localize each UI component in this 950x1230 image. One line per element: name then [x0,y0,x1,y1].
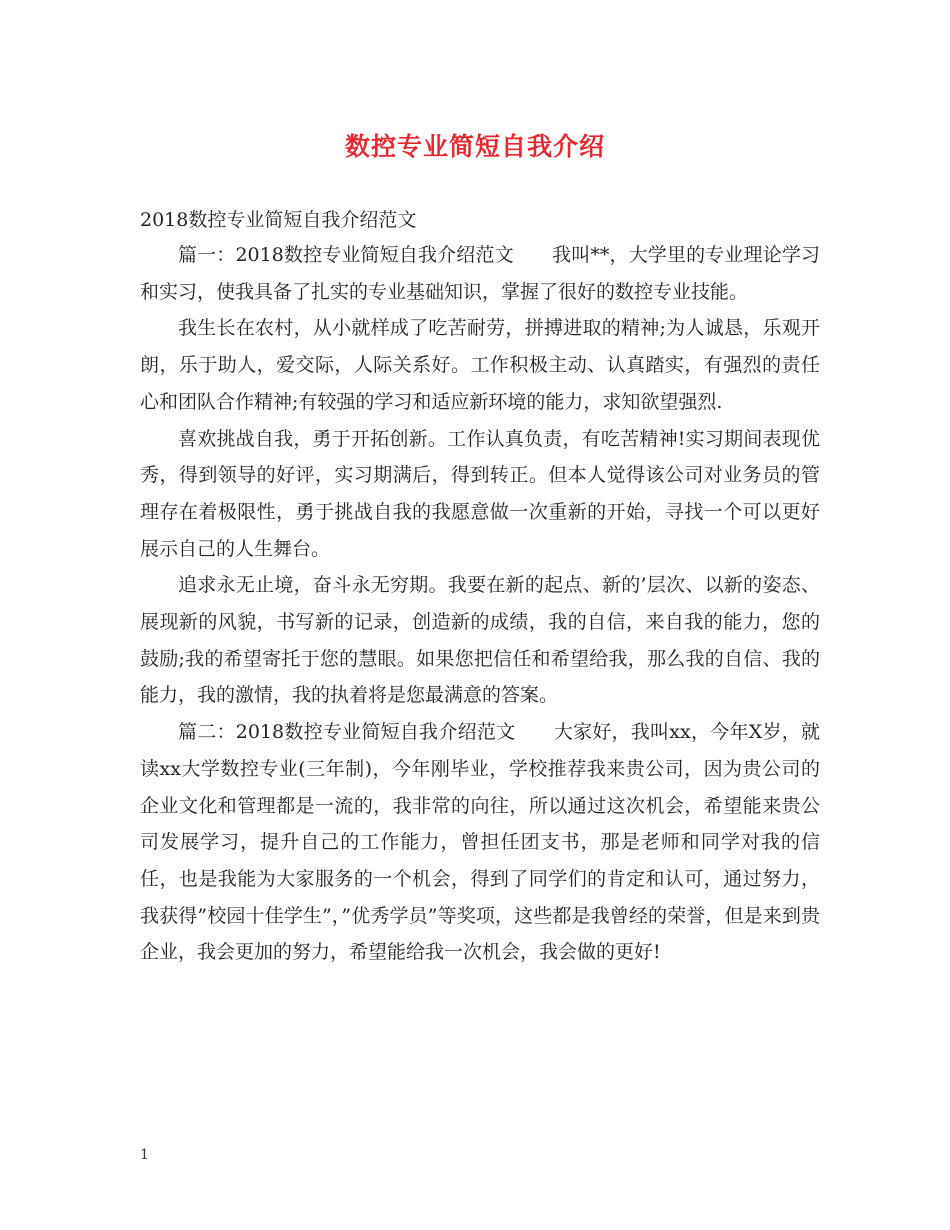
page-number: 1 [140,1147,149,1163]
paragraph: 篇一：2018数控专业简短自我介绍范文 我叫**，大学里的专业理论学习和实习，使我具备了扎实的专业基础知识，掌握了很好的数控专业技能。 [140,244,820,303]
paragraph: 我生长在农村，从小就样成了吃苦耐劳，拼搏进取的精神;为人诚恳，乐观开朗，乐于助人，爱交际，人际关系好。工作积极主动、认真踏实，有强烈的责任心和团队合作精神;有较强的学习和适应新环境的能力，求知欲望强烈. [140,317,820,413]
document-body [140,237,820,971]
document-subtitle: 2018数控专业简短自我介绍范文 [140,209,417,231]
paragraph: 篇二：2018数控专业简短自我介绍范文 大家好，我叫xx，今年X岁，就读xx大学数控专业(三年制)，今年刚毕业，学校推荐我来贵公司，因为贵公司的企业文化和管理都是一流的，我非常的向往，所以通过这次机会，希望能来贵公司发展学习，提升自己的工作能力，曾担任团支书，那是老师和同学对我的信任，也是我能为大家服务的一个机会，得到了同学们的肯定和认可，通过努力，我获得”校园十佳学生”，”优秀学员”等奖项，这些都是我曾经的荣誉，但是来到贵企业，我会更加的努力，希望能给我一次机会，我会做的更好! [140,721,820,964]
paragraph: 喜欢挑战自我，勇于开拓创新。工作认真负责，有吃苦精神!实习期间表现优秀，得到领导的好评，实习期满后，得到转正。但本人觉得该公司对业务员的管理存在着极限性，勇于挑战自我的我愿意做一次重新的开始，寻找一个可以更好展示自己的人生舞台。 [140,427,820,560]
paragraph: 追求永无止境，奋斗永无穷期。我要在新的起点、新的’层次、以新的姿态、展现新的风貌，书写新的记录，创造新的成绩，我的自信，来自我的能力，您的鼓励;我的希望寄托于您的慧眼。如果您把信任和希望给我，那么我的自信、我的能力，我的激情，我的执着将是您最满意的答案。 [140,574,820,707]
document-title: 数控专业简短自我介绍 [344,132,605,161]
